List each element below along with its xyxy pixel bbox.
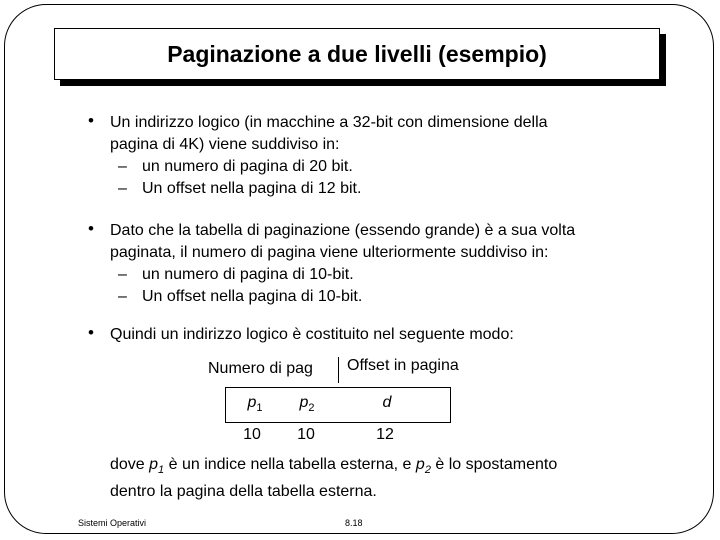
title-box — [54, 28, 660, 80]
field-p1: $p_1$ — [247, 394, 263, 415]
field-d: d — [382, 394, 392, 411]
dash-icon: – — [118, 288, 127, 305]
dash-icon: – — [118, 180, 127, 197]
bullet-2-line-2: paginata, il numero di pagina viene ulteriormente suddiviso in: — [110, 244, 549, 261]
bullet-icon: • — [88, 219, 94, 238]
bullet-2-sub-2: – Un offset nella pagina di 10-bit. — [110, 286, 670, 308]
bullet-2 — [110, 220, 670, 308]
header-separator — [338, 357, 339, 383]
bullet-2-sub-1: – un numero di pagina di 10-bit. — [110, 264, 670, 286]
bullet-icon: • — [88, 111, 94, 130]
bits-p2: 10 — [297, 426, 315, 443]
header-offset: Offset in pagina — [347, 357, 459, 374]
explanation — [110, 454, 670, 503]
explanation-line-1: dove $p_1$ è un indice nella tabella esterna, e $p_2$ è lo spostamento — [110, 456, 558, 477]
bullet-1-sub-1: – un numero di pagina di 20 bit. — [110, 156, 670, 178]
field-p2: $p_2$ — [299, 394, 315, 415]
bullet-1 — [110, 112, 670, 200]
bullet-2-line-1: Dato che la tabella di paginazione (essendo grande) è a sua volta — [110, 222, 576, 239]
bullet-3 — [110, 324, 670, 346]
explanation-line-2: dentro la pagina della tabella esterna. — [110, 483, 377, 501]
dash-icon: – — [118, 266, 127, 283]
slide-title: Paginazione a due livelli (esempio) — [167, 40, 547, 67]
bullet-1-sub-2: – Un offset nella pagina di 12 bit. — [110, 178, 670, 200]
bullet-3-line-1: Quindi un indirizzo logico è costituito nel seguente modo: — [110, 326, 514, 343]
bullet-1-line-2: pagina di 4K) viene suddiviso in: — [110, 136, 340, 153]
footer-page-number: 8.18 — [345, 518, 363, 528]
bullet-1-line-1: Un indirizzo logico (in macchine a 32-bit con dimensione della — [110, 114, 548, 131]
bits-p1: 10 — [243, 426, 261, 443]
dash-icon: – — [118, 158, 127, 175]
footer-course: Sistemi Operativi — [78, 518, 147, 528]
header-page-number: Numero di pag — [208, 360, 313, 377]
bullet-icon: • — [88, 323, 94, 342]
bits-d: 12 — [376, 426, 394, 443]
